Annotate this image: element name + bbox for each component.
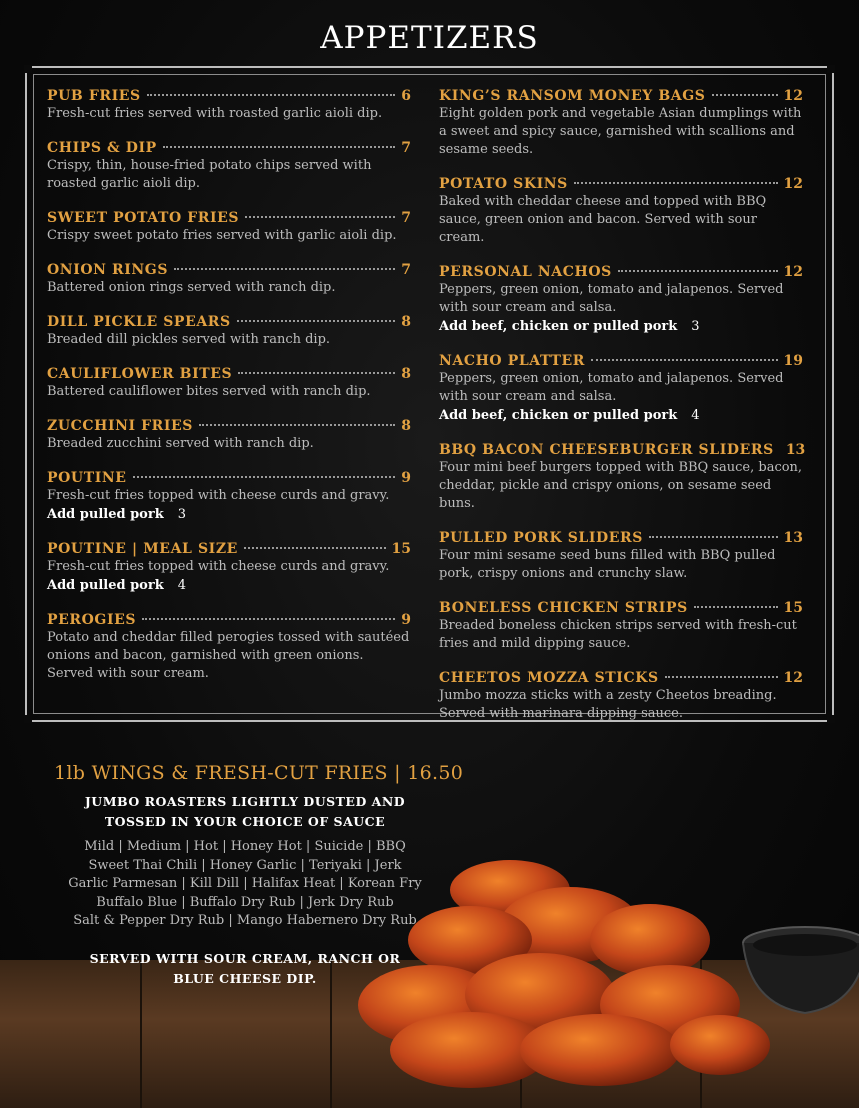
wings-subtitle xyxy=(30,792,460,832)
dot-leader xyxy=(649,536,778,538)
menu-item-description: Jumbo mozza sticks with a zesty Cheetos breading. Served with marinara dipping sauce. xyxy=(439,688,777,721)
page-title: APPETIZERS xyxy=(320,20,539,56)
menu-item-price: 9 xyxy=(401,470,411,486)
dot-leader xyxy=(712,94,778,96)
addon-price: 4 xyxy=(691,408,700,423)
menu-item-addon xyxy=(439,406,803,425)
dot-leader xyxy=(133,476,396,478)
menu-item-name: POUTINE | MEAL SIZE xyxy=(47,541,238,557)
menu-item xyxy=(439,353,803,425)
menu-item-addon xyxy=(47,576,411,595)
menu-item-name: BBQ BACON CHEESEBURGER SLIDERS xyxy=(439,442,774,458)
menu-item-description: Fresh-cut fries topped with cheese curds and gravy. xyxy=(47,488,390,503)
sauce-line: Garlic Parmesan | Kill Dill | Halifax Heat | Korean Fry xyxy=(68,876,422,891)
menu-item-name: DILL PICKLE SPEARS xyxy=(47,314,231,330)
menu-item-header xyxy=(439,264,803,280)
menu-item-name: CHIPS & DIP xyxy=(47,140,157,156)
sauce-line: Mild | Medium | Hot | Honey Hot | Suicide | BBQ xyxy=(84,839,406,854)
menu-item-header xyxy=(47,314,411,330)
dot-leader xyxy=(618,270,778,272)
menu-item-header xyxy=(439,353,803,369)
menu-item xyxy=(47,612,411,683)
menu-item-price: 7 xyxy=(401,210,411,226)
dot-leader xyxy=(245,216,395,218)
dot-leader xyxy=(199,424,395,426)
menu-item-name: CHEETOS MOZZA STICKS xyxy=(439,670,659,686)
addon-label: Add beef, chicken or pulled pork xyxy=(439,319,678,334)
menu-item-description: Fresh-cut fries topped with cheese curds and gravy. xyxy=(47,559,390,574)
menu-item-price: 8 xyxy=(401,314,411,330)
menu-item xyxy=(439,530,803,583)
frame-corner xyxy=(24,65,32,73)
menu-item-description: Four mini sesame seed buns filled with BBQ pulled pork, crispy onions and crunchy slaw. xyxy=(439,548,776,581)
menu-item-price: 12 xyxy=(783,88,803,104)
menu-item-description: Breaded boneless chicken strips served with fresh-cut fries and mild dipping sauce. xyxy=(439,618,797,651)
menu-item-name: PUB FRIES xyxy=(47,88,141,104)
dot-leader xyxy=(147,94,396,96)
dot-leader xyxy=(591,359,778,361)
menu-item xyxy=(439,600,803,653)
menu-item-price: 19 xyxy=(783,353,803,369)
menu-item-description: Eight golden pork and vegetable Asian dumplings with a sweet and spicy sauce, garnished with scallions and sesame seeds. xyxy=(439,106,802,157)
served-with-line: BLUE CHEESE DIP. xyxy=(173,970,317,986)
menu-item-description: Crispy sweet potato fries served with garlic aioli dip. xyxy=(47,228,397,243)
menu-item xyxy=(47,314,411,349)
menu-item-description: Fresh-cut fries served with roasted garlic aioli dip. xyxy=(47,106,383,121)
menu-item-price: 12 xyxy=(783,264,803,280)
wings-title: 1lb WINGS & FRESH-CUT FRIES | 16.50 xyxy=(54,762,464,784)
menu-item-price: 12 xyxy=(783,670,803,686)
menu-item-name: ONION RINGS xyxy=(47,262,169,278)
menu-item xyxy=(439,442,806,513)
menu-item-header xyxy=(47,262,411,278)
menu-item-header xyxy=(439,530,803,546)
menu-item xyxy=(439,88,803,159)
menu-item-description: Four mini beef burgers topped with BBQ sauce, bacon, cheddar, pickle and crispy onions, on sesame seed buns. xyxy=(439,460,803,511)
menu-item-name: PEROGIES xyxy=(47,612,137,628)
menu-item-header xyxy=(47,366,411,382)
menu-item xyxy=(47,140,411,193)
menu-item-price: 13 xyxy=(785,442,806,458)
menu-item-name: POUTINE xyxy=(47,470,127,486)
menu-item-price: 7 xyxy=(401,140,411,156)
appetizers-right-column xyxy=(439,88,806,740)
wings-subtitle-line: TOSSED IN YOUR CHOICE OF SAUCE xyxy=(104,814,386,829)
menu-item-header xyxy=(47,541,411,557)
menu-item-name: CAULIFLOWER BITES xyxy=(47,366,233,382)
dot-leader xyxy=(163,146,395,148)
dot-leader xyxy=(244,547,386,549)
menu-item-header xyxy=(47,210,411,226)
dot-leader xyxy=(574,182,778,184)
menu-item-description: Peppers, green onion, tomato and jalapenos. Served with sour cream and salsa. xyxy=(439,282,784,315)
frame-corner xyxy=(827,65,835,73)
dot-leader xyxy=(238,372,395,374)
dip-cup-image xyxy=(740,925,859,1020)
menu-item xyxy=(439,176,803,247)
menu-item xyxy=(47,210,411,245)
menu-item-header xyxy=(47,612,411,628)
menu-item-description: Peppers, green onion, tomato and jalapenos. Served with sour cream and salsa. xyxy=(439,371,784,404)
menu-item-price: 7 xyxy=(401,262,411,278)
menu-item-header xyxy=(439,670,803,686)
dot-leader xyxy=(237,320,396,322)
menu-item-price: 8 xyxy=(401,418,411,434)
addon-label: Add pulled pork xyxy=(47,578,164,593)
menu-item xyxy=(47,541,411,595)
wings-subtitle-line: JUMBO ROASTERS LIGHTLY DUSTED AND xyxy=(84,794,406,809)
addon-price: 3 xyxy=(177,507,186,522)
addon-price: 3 xyxy=(691,319,700,334)
menu-item-description: Baked with cheddar cheese and topped with BBQ sauce, green onion and bacon. Served with sour cream. xyxy=(439,194,767,245)
menu-item xyxy=(47,470,411,524)
menu-item-header xyxy=(439,600,803,616)
addon-price: 4 xyxy=(177,578,186,593)
sauce-line: Salt & Pepper Dry Rub | Mango Habernero Dry Rub xyxy=(73,913,417,928)
menu-item-description: Crispy, thin, house-fried potato chips served with roasted garlic aioli dip. xyxy=(47,158,372,191)
menu-item-price: 15 xyxy=(391,541,411,557)
dot-leader xyxy=(142,618,395,620)
menu-item-name: SWEET POTATO FRIES xyxy=(47,210,240,226)
dot-leader xyxy=(174,268,395,270)
menu-item-header xyxy=(47,418,411,434)
menu-item-header xyxy=(47,88,411,104)
wings-sauce-list xyxy=(30,838,460,931)
menu-item-description: Breaded dill pickles served with ranch dip. xyxy=(47,332,331,347)
served-with-line: SERVED WITH SOUR CREAM, RANCH OR xyxy=(89,950,401,966)
menu-item-price: 13 xyxy=(783,530,803,546)
menu-item-price: 9 xyxy=(401,612,411,628)
menu-item-name: PULLED PORK SLIDERS xyxy=(439,530,643,546)
menu-item xyxy=(47,88,411,123)
wings-served-with xyxy=(30,949,460,989)
addon-label: Add beef, chicken or pulled pork xyxy=(439,408,678,423)
menu-item xyxy=(47,366,411,401)
appetizers-left-column xyxy=(47,88,411,700)
frame-corner xyxy=(24,715,32,723)
menu-item xyxy=(439,264,803,336)
frame-corner xyxy=(827,715,835,723)
menu-item-name: POTATO SKINS xyxy=(439,176,568,192)
menu-item-header xyxy=(47,470,411,486)
dot-leader xyxy=(694,606,778,608)
wings-section xyxy=(30,762,470,989)
menu-item-header xyxy=(439,176,803,192)
menu-item xyxy=(47,262,411,297)
menu-item xyxy=(439,670,803,723)
menu-item-addon xyxy=(47,505,411,524)
menu-item-header xyxy=(47,140,411,156)
menu-item xyxy=(47,418,411,453)
menu-item-price: 15 xyxy=(783,600,803,616)
menu-item-description: Potato and cheddar filled perogies tossed with sautéed onions and bacon, garnished with green onions. Served with sour cream. xyxy=(47,630,410,681)
menu-item-price: 6 xyxy=(401,88,411,104)
menu-item-description: Battered onion rings served with ranch dip. xyxy=(47,280,336,295)
menu-item-header xyxy=(439,88,803,104)
menu-item-addon xyxy=(439,317,803,336)
sauce-line: Sweet Thai Chili | Honey Garlic | Teriyaki | Jerk xyxy=(88,857,402,873)
menu-item-description: Battered cauliflower bites served with ranch dip. xyxy=(47,384,371,399)
menu-item-name: BONELESS CHICKEN STRIPS xyxy=(439,600,688,616)
menu-item-price: 12 xyxy=(783,176,803,192)
menu-item-name: KING’S RANSOM MONEY BAGS xyxy=(439,88,706,104)
sauce-line: Buffalo Blue | Buffalo Dry Rub | Jerk Dry Rub xyxy=(96,894,394,910)
menu-item-name: ZUCCHINI FRIES xyxy=(47,418,194,434)
addon-label: Add pulled pork xyxy=(47,507,164,522)
menu-item-header xyxy=(439,442,806,458)
menu-item-price: 8 xyxy=(401,366,411,382)
dot-leader xyxy=(665,676,778,678)
menu-item-name: NACHO PLATTER xyxy=(439,353,586,369)
menu-item-description: Breaded zucchini served with ranch dip. xyxy=(47,436,314,451)
menu-item-name: PERSONAL NACHOS xyxy=(439,264,612,280)
